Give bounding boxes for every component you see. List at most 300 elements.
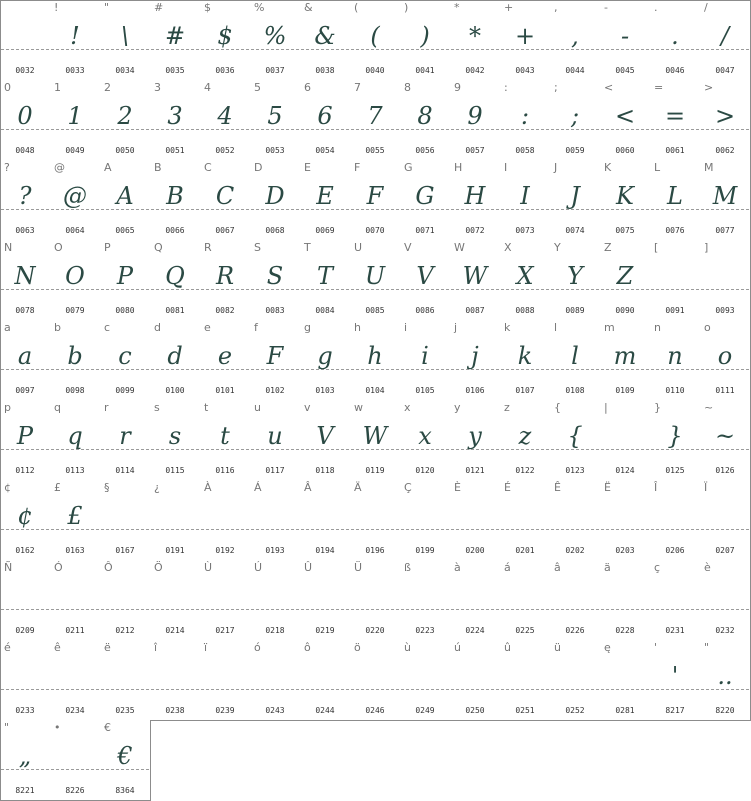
glyph-cell[interactable] — [450, 400, 501, 481]
cell-code-label: 0066 — [165, 226, 185, 235]
glyph-cell[interactable] — [500, 640, 551, 721]
glyph-sample: 6 — [317, 102, 333, 130]
glyph-cell[interactable] — [500, 80, 551, 161]
glyph-cell[interactable] — [400, 0, 451, 81]
cell-character-label: } — [654, 401, 661, 414]
glyph-cell[interactable] — [50, 240, 101, 321]
cell-character-label: : — [504, 81, 508, 94]
glyph-cell[interactable] — [350, 480, 401, 561]
cell-code-label: 0113 — [65, 466, 85, 475]
glyph-sample: „ — [18, 742, 32, 770]
glyph-cell[interactable] — [200, 160, 251, 241]
glyph-sample — [600, 494, 650, 538]
glyph-sample: c — [118, 342, 132, 370]
glyph-sample: 4 — [217, 102, 233, 130]
glyph-sample: h — [367, 342, 383, 370]
glyph-cell[interactable] — [500, 240, 551, 321]
cell-character-label: Ç — [404, 481, 412, 494]
glyph-cell[interactable] — [500, 400, 551, 481]
glyph-cell[interactable] — [600, 160, 651, 241]
glyph-cell[interactable] — [150, 560, 201, 641]
glyph-cell[interactable] — [700, 0, 751, 81]
glyph-cell[interactable] — [50, 480, 101, 561]
cell-character-label: 1 — [54, 81, 61, 94]
cell-code-label: 0086 — [415, 306, 435, 315]
cell-character-label: ę — [604, 641, 611, 654]
cell-code-label: 0117 — [265, 466, 285, 475]
glyph-cell[interactable] — [300, 400, 351, 481]
glyph-cell[interactable] — [350, 240, 401, 321]
cell-character-label: " — [4, 721, 10, 734]
cell-code-label: 0043 — [515, 66, 535, 75]
glyph-sample — [600, 654, 650, 698]
cell-character-label: ï — [204, 641, 208, 654]
glyph-cell[interactable] — [150, 640, 201, 721]
glyph-cell[interactable] — [300, 0, 351, 81]
glyph-cell[interactable] — [50, 80, 101, 161]
cell-code-label: 0167 — [115, 546, 135, 555]
glyph-cell[interactable] — [50, 400, 101, 481]
glyph-cell[interactable] — [250, 640, 301, 721]
glyph-cell[interactable] — [50, 640, 101, 721]
cell-code-label: 0203 — [615, 546, 635, 555]
glyph-sample: Y — [567, 262, 583, 290]
glyph-cell[interactable] — [300, 640, 351, 721]
glyph-cell[interactable] — [0, 0, 51, 81]
glyph-cell[interactable] — [350, 160, 401, 241]
glyph-cell[interactable] — [250, 240, 301, 321]
glyph-cell[interactable] — [650, 0, 701, 81]
cell-code-label: 0084 — [315, 306, 335, 315]
glyph-cell[interactable] — [250, 480, 301, 561]
cell-character-label: Ä — [354, 481, 362, 494]
glyph-cell[interactable] — [0, 720, 51, 801]
glyph-cell[interactable] — [500, 560, 551, 641]
cell-character-label: • — [54, 721, 61, 734]
cell-code-label: 0089 — [565, 306, 585, 315]
glyph-cell[interactable] — [400, 160, 451, 241]
glyph-sample: 7 — [367, 102, 383, 130]
cell-code-label: 0075 — [615, 226, 635, 235]
cell-character-label: è — [704, 561, 711, 574]
glyph-cell[interactable] — [450, 80, 501, 161]
cell-character-label: c — [104, 321, 111, 334]
glyph-cell[interactable] — [150, 160, 201, 241]
cell-code-label: 0088 — [515, 306, 535, 315]
glyph-cell[interactable] — [650, 160, 701, 241]
cell-code-label: 0218 — [265, 626, 285, 635]
glyph-sample: S — [266, 262, 284, 290]
glyph-sample: 0 — [17, 102, 33, 130]
glyph-cell[interactable] — [350, 640, 401, 721]
cell-code-label: 0243 — [265, 706, 285, 715]
glyph-cell[interactable] — [100, 400, 151, 481]
cell-code-label: 0064 — [65, 226, 85, 235]
glyph-cell[interactable] — [450, 320, 501, 401]
glyph-sample: : — [520, 102, 530, 130]
cell-code-label: 0250 — [465, 706, 485, 715]
cell-code-label: 0078 — [15, 306, 35, 315]
glyph-cell[interactable] — [150, 480, 201, 561]
glyph-sample: # — [164, 22, 186, 50]
glyph-cell[interactable] — [100, 160, 151, 241]
cell-code-label: 0124 — [615, 466, 635, 475]
glyph-cell[interactable] — [200, 400, 251, 481]
glyph-cell[interactable] — [550, 320, 601, 401]
glyph-cell[interactable] — [400, 80, 451, 161]
cell-character-label: B — [154, 161, 162, 174]
glyph-cell[interactable] — [50, 560, 101, 641]
cell-character-label: Q — [154, 241, 163, 254]
cell-code-label: 0033 — [65, 66, 85, 75]
glyph-sample: s — [168, 422, 182, 450]
cell-character-label: 7 — [354, 81, 361, 94]
glyph-cell[interactable] — [700, 320, 751, 401]
glyph-cell[interactable] — [300, 160, 351, 241]
cell-character-label: p — [4, 401, 11, 414]
cell-code-label: 0083 — [265, 306, 285, 315]
glyph-sample — [700, 574, 750, 618]
cell-character-label: É — [504, 481, 511, 494]
glyph-cell[interactable] — [500, 320, 551, 401]
glyph-sample: L — [667, 182, 683, 210]
glyph-cell[interactable] — [150, 240, 201, 321]
glyph-sample: @ — [63, 182, 87, 210]
cell-character-label: t — [204, 401, 209, 414]
glyph-cell[interactable] — [400, 400, 451, 481]
glyph-cell[interactable] — [100, 80, 151, 161]
glyph-cell[interactable] — [450, 560, 501, 641]
glyph-cell[interactable] — [100, 320, 151, 401]
glyph-sample: R — [215, 262, 235, 290]
cell-character-label: * — [454, 1, 460, 14]
glyph-cell[interactable] — [350, 400, 401, 481]
cell-character-label: e — [204, 321, 211, 334]
cell-character-label: J — [554, 161, 558, 174]
glyph-sample: ( — [370, 22, 380, 50]
cell-character-label: ~ — [704, 401, 714, 414]
glyph-sample — [50, 574, 100, 618]
glyph-cell[interactable] — [200, 560, 251, 641]
cell-character-label: € — [104, 721, 111, 734]
glyph-cell[interactable] — [300, 560, 351, 641]
cell-character-label: h — [354, 321, 361, 334]
glyph-cell[interactable] — [100, 240, 151, 321]
glyph-cell[interactable] — [100, 560, 151, 641]
glyph-cell[interactable] — [400, 560, 451, 641]
glyph-cell[interactable] — [600, 400, 651, 481]
glyph-cell[interactable] — [550, 80, 601, 161]
glyph-cell[interactable] — [650, 320, 701, 401]
glyph-cell[interactable] — [0, 640, 51, 721]
cell-code-label: 0110 — [665, 386, 685, 395]
cell-character-label: 2 — [104, 81, 111, 94]
glyph-cell[interactable] — [250, 560, 301, 641]
glyph-sample: € — [117, 742, 133, 770]
cell-code-label: 0051 — [165, 146, 185, 155]
cell-character-label: C — [204, 161, 212, 174]
cell-code-label: 0102 — [265, 386, 285, 395]
cell-code-label: 0036 — [215, 66, 235, 75]
glyph-cell[interactable] — [550, 160, 601, 241]
cell-code-label: 0191 — [165, 546, 185, 555]
cell-code-label: 0220 — [365, 626, 385, 635]
cell-character-label: î — [154, 641, 158, 654]
glyph-cell[interactable] — [250, 0, 301, 81]
glyph-cell[interactable] — [200, 320, 251, 401]
glyph-cell[interactable] — [50, 320, 101, 401]
cell-character-label: ç — [654, 561, 661, 574]
glyph-cell[interactable] — [600, 640, 651, 721]
glyph-sample — [450, 654, 500, 698]
cell-character-label: H — [454, 161, 463, 174]
glyph-cell[interactable] — [700, 640, 751, 721]
cell-character-label: S — [254, 241, 261, 254]
cell-code-label: 0070 — [365, 226, 385, 235]
cell-code-label: 0046 — [665, 66, 685, 75]
glyph-cell[interactable] — [500, 160, 551, 241]
glyph-cell[interactable] — [700, 80, 751, 161]
cell-character-label: ; — [554, 81, 558, 94]
glyph-sample: d — [167, 342, 183, 370]
cell-code-label: 0163 — [65, 546, 85, 555]
cell-character-label: 0 — [4, 81, 11, 94]
glyph-cell[interactable] — [250, 400, 301, 481]
glyph-sample: N — [14, 262, 36, 290]
glyph-sample: t — [220, 422, 230, 450]
glyph-cell[interactable] — [50, 160, 101, 241]
cell-code-label: 0281 — [615, 706, 635, 715]
glyph-cell[interactable] — [650, 80, 701, 161]
cell-character-label: M — [704, 161, 714, 174]
cell-character-label: v — [304, 401, 311, 414]
glyph-cell[interactable] — [550, 640, 601, 721]
cell-character-label: Û — [304, 561, 313, 574]
glyph-cell[interactable] — [700, 480, 751, 561]
glyph-cell[interactable] — [0, 80, 51, 161]
cell-code-label: 0122 — [515, 466, 535, 475]
glyph-cell[interactable] — [400, 320, 451, 401]
glyph-cell[interactable] — [600, 480, 651, 561]
glyph-cell[interactable] — [0, 560, 51, 641]
glyph-sample: X — [516, 262, 534, 290]
glyph-cell[interactable] — [600, 320, 651, 401]
glyph-cell[interactable] — [50, 720, 101, 801]
cell-code-label: 0223 — [415, 626, 435, 635]
glyph-cell[interactable] — [550, 240, 601, 321]
glyph-cell[interactable] — [0, 240, 51, 321]
glyph-cell[interactable] — [450, 240, 501, 321]
cell-character-label: [ — [654, 241, 659, 254]
glyph-cell[interactable] — [650, 640, 701, 721]
cell-code-label: 0042 — [465, 66, 485, 75]
cell-character-label: s — [154, 401, 160, 414]
cell-character-label: " — [104, 1, 110, 14]
cell-code-label: 8226 — [65, 786, 85, 795]
cell-code-label: 0246 — [365, 706, 385, 715]
cell-character-label: . — [654, 1, 658, 14]
cell-character-label: y — [454, 401, 461, 414]
glyph-sample — [550, 574, 600, 618]
glyph-cell[interactable] — [250, 80, 301, 161]
glyph-cell[interactable] — [500, 0, 551, 81]
glyph-cell[interactable] — [0, 320, 51, 401]
glyph-cell[interactable] — [700, 400, 751, 481]
glyph-cell[interactable] — [200, 0, 251, 81]
glyph-sample: 5 — [267, 102, 283, 130]
cell-character-label: V — [404, 241, 412, 254]
glyph-cell[interactable] — [650, 480, 701, 561]
glyph-cell[interactable] — [200, 80, 251, 161]
cell-character-label: > — [704, 81, 714, 94]
glyph-cell[interactable] — [550, 400, 601, 481]
cell-code-label: 0100 — [165, 386, 185, 395]
glyph-cell[interactable] — [600, 80, 651, 161]
glyph-cell[interactable] — [100, 640, 151, 721]
glyph-cell[interactable] — [300, 480, 351, 561]
glyph-sample: } — [667, 422, 683, 450]
glyph-cell[interactable] — [300, 80, 351, 161]
glyph-sample: n — [667, 342, 683, 370]
glyph-cell[interactable] — [0, 160, 51, 241]
glyph-cell[interactable] — [450, 480, 501, 561]
glyph-cell[interactable] — [650, 560, 701, 641]
glyph-sample: % — [263, 22, 287, 50]
glyph-sample: / — [720, 22, 730, 50]
cell-character-label: K — [604, 161, 612, 174]
glyph-cell[interactable] — [200, 240, 251, 321]
glyph-cell[interactable] — [350, 0, 401, 81]
glyph-sample: ' — [671, 662, 679, 690]
glyph-cell[interactable] — [150, 400, 201, 481]
cell-character-label: Ù — [204, 561, 213, 574]
glyph-sample — [150, 494, 200, 538]
glyph-cell[interactable] — [300, 320, 351, 401]
glyph-sample: 8 — [417, 102, 433, 130]
cell-code-label: 0235 — [115, 706, 135, 715]
glyph-cell[interactable] — [0, 480, 51, 561]
glyph-cell[interactable] — [350, 80, 401, 161]
cell-code-label: 0080 — [115, 306, 135, 315]
glyph-cell[interactable] — [200, 480, 251, 561]
glyph-cell[interactable] — [450, 160, 501, 241]
cell-character-label: j — [454, 321, 458, 334]
cell-code-label: 0049 — [65, 146, 85, 155]
glyph-cell[interactable] — [350, 560, 401, 641]
cell-character-label: f — [254, 321, 258, 334]
cell-character-label: ü — [554, 641, 561, 654]
glyph-cell[interactable] — [0, 400, 51, 481]
cell-code-label: 0193 — [265, 546, 285, 555]
glyph-sample: - — [620, 22, 630, 50]
cell-code-label: 0116 — [215, 466, 235, 475]
cell-character-label: ) — [404, 1, 409, 14]
cell-character-label: q — [54, 401, 61, 414]
glyph-sample: l — [571, 342, 579, 370]
glyph-cell[interactable] — [600, 560, 651, 641]
cell-code-label: 0217 — [215, 626, 235, 635]
cell-code-label: 0052 — [215, 146, 235, 155]
cell-character-label: Y — [554, 241, 561, 254]
glyph-cell[interactable] — [700, 240, 751, 321]
cell-character-label: 3 — [154, 81, 161, 94]
glyph-cell[interactable] — [450, 640, 501, 721]
glyph-sample: T — [316, 262, 333, 290]
glyph-cell[interactable] — [550, 560, 601, 641]
glyph-cell[interactable] — [600, 240, 651, 321]
glyph-cell[interactable] — [100, 720, 151, 801]
cell-code-label: 0081 — [165, 306, 185, 315]
glyph-cell[interactable] — [400, 240, 451, 321]
glyph-cell[interactable] — [350, 320, 401, 401]
glyph-sample — [250, 494, 300, 538]
glyph-cell[interactable] — [550, 480, 601, 561]
glyph-sample: ~ — [714, 422, 736, 450]
cell-character-label: 6 — [304, 81, 311, 94]
cell-character-label: Ö — [154, 561, 163, 574]
glyph-cell[interactable] — [550, 0, 601, 81]
glyph-sample — [0, 14, 50, 58]
cell-code-label: 0079 — [65, 306, 85, 315]
cell-code-label: 0059 — [565, 146, 585, 155]
glyph-cell[interactable] — [650, 400, 701, 481]
cell-code-label: 0071 — [415, 226, 435, 235]
glyph-sample — [200, 494, 250, 538]
glyph-cell[interactable] — [150, 80, 201, 161]
glyph-cell[interactable] — [100, 0, 151, 81]
cell-character-label: Á — [254, 481, 262, 494]
cell-code-label: 0082 — [215, 306, 235, 315]
glyph-sample: C — [215, 182, 235, 210]
glyph-sample: y — [468, 422, 482, 450]
glyph-sample — [700, 254, 750, 298]
glyph-sample — [50, 654, 100, 698]
glyph-cell[interactable] — [500, 480, 551, 561]
glyph-cell[interactable] — [600, 0, 651, 81]
cell-character-label: U — [354, 241, 363, 254]
cell-code-label: 0194 — [315, 546, 335, 555]
glyph-cell[interactable] — [50, 0, 101, 81]
glyph-sample: 3 — [167, 102, 183, 130]
cell-character-label: P — [104, 241, 111, 254]
glyph-sample: O — [65, 262, 85, 290]
glyph-cell[interactable] — [450, 0, 501, 81]
glyph-cell[interactable] — [250, 320, 301, 401]
cell-code-label: 0224 — [465, 626, 485, 635]
glyph-sample — [400, 654, 450, 698]
glyph-cell[interactable] — [300, 240, 351, 321]
glyph-cell[interactable] — [650, 240, 701, 321]
glyph-sample — [450, 494, 500, 538]
glyph-cell[interactable] — [400, 640, 451, 721]
glyph-sample — [250, 574, 300, 618]
glyph-cell[interactable] — [700, 160, 751, 241]
glyph-cell[interactable] — [250, 160, 301, 241]
cell-character-label: 9 — [454, 81, 461, 94]
glyph-cell[interactable] — [150, 0, 201, 81]
glyph-cell[interactable] — [700, 560, 751, 641]
glyph-sample: W — [362, 422, 388, 450]
cell-code-label: 0050 — [115, 146, 135, 155]
glyph-cell[interactable] — [100, 480, 151, 561]
cell-code-label: 0041 — [415, 66, 435, 75]
glyph-cell[interactable] — [400, 480, 451, 561]
glyph-sample — [400, 574, 450, 618]
glyph-sample: & — [314, 22, 336, 50]
cell-code-label: 0072 — [465, 226, 485, 235]
glyph-cell[interactable] — [150, 320, 201, 401]
glyph-cell[interactable] — [200, 640, 251, 721]
